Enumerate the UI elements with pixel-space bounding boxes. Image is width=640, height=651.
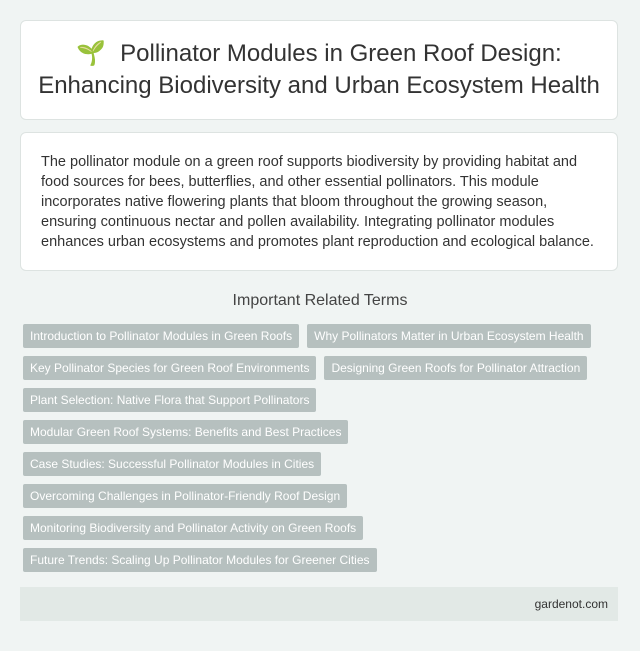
page-title-text: Pollinator Modules in Green Roof Design: Enhancing Biodiversity and Urban Ecosystem Health	[38, 40, 600, 99]
description-card	[20, 132, 618, 271]
related-term-tag[interactable]: Plant Selection: Native Flora that Support Pollinators	[23, 388, 316, 412]
description-text: The pollinator module on a green roof supports biodiversity by providing habitat and food sources for bees, butterflies, and other essential pollinators. This module incorporates native flowering plants that bloom throughout the growing season, ensuring continuous nectar and pollen availability. Integrating pollinator modules enhances urban ecosystems and promotes plant reproduction and ecological balance.	[41, 154, 594, 250]
page-title	[21, 38, 617, 102]
related-terms-heading: Important Related Terms	[232, 292, 408, 309]
seedling-icon: 🌱	[76, 40, 107, 67]
related-term-tag[interactable]: Why Pollinators Matter in Urban Ecosystem Health	[307, 324, 590, 348]
related-term-tag[interactable]: Case Studies: Successful Pollinator Modules in Cities	[23, 452, 321, 476]
related-term-tag[interactable]: Key Pollinator Species for Green Roof Environments	[23, 356, 316, 380]
related-term-tag[interactable]: Designing Green Roofs for Pollinator Attraction	[324, 356, 587, 380]
footer	[20, 587, 618, 621]
related-term-tag[interactable]: Modular Green Roof Systems: Benefits and Best Practices	[23, 420, 348, 444]
related-terms-list	[23, 324, 603, 572]
related-term-tag[interactable]: Introduction to Pollinator Modules in Green Roofs	[23, 324, 299, 348]
related-term-tag[interactable]: Monitoring Biodiversity and Pollinator Activity on Green Roofs	[23, 516, 363, 540]
footer-site-link[interactable]: gardenot.com	[534, 597, 608, 611]
related-term-tag[interactable]: Future Trends: Scaling Up Pollinator Modules for Greener Cities	[23, 548, 377, 572]
title-card	[20, 20, 618, 120]
related-term-tag[interactable]: Overcoming Challenges in Pollinator-Friendly Roof Design	[23, 484, 347, 508]
